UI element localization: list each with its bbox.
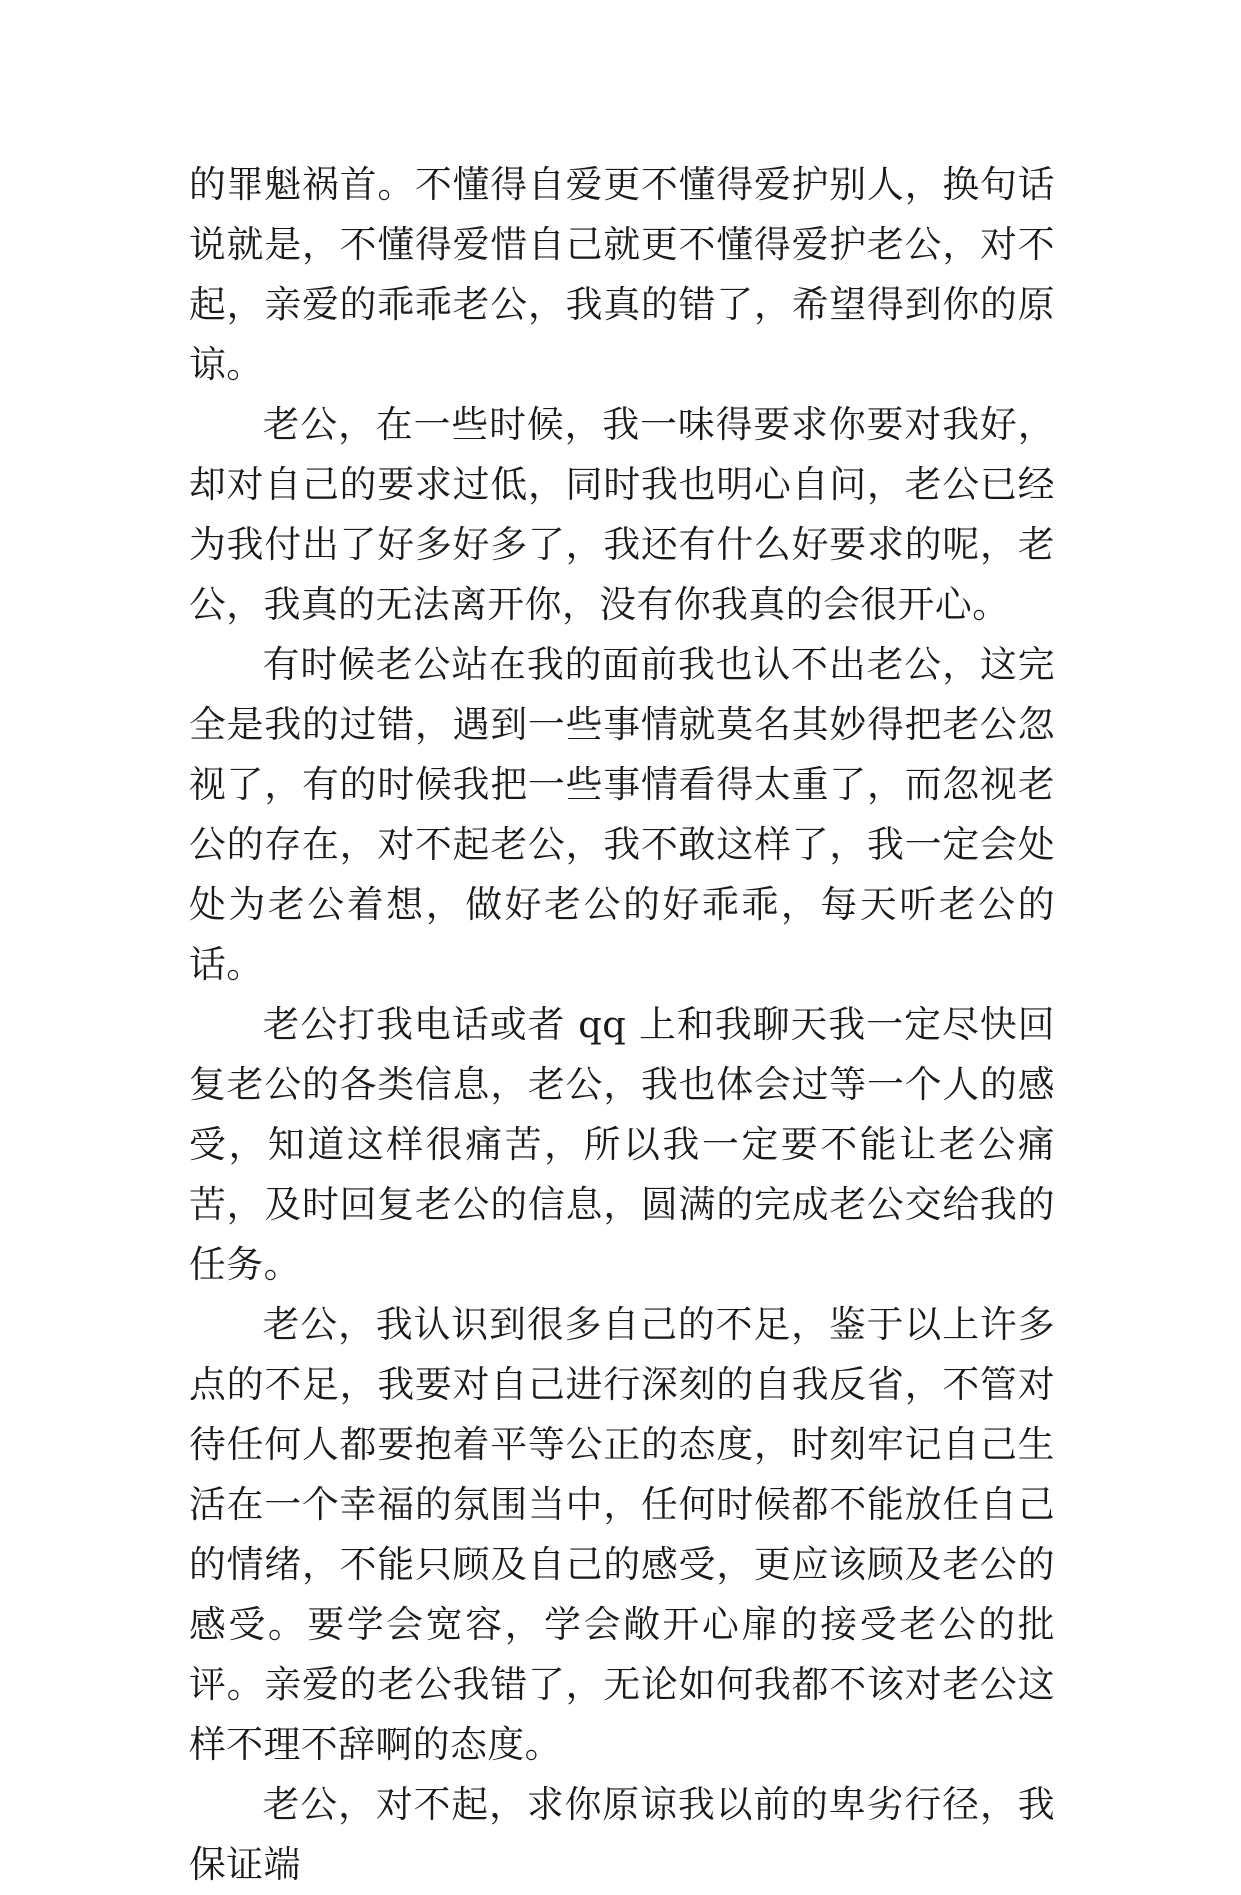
paragraph-1: 的罪魁祸首。不懂得自爱更不懂得爱护别人，换句话说就是，不懂得爱惜自己就更不懂得爱护老公，对不起，亲爱的乖乖老公，我真的错了，希望得到你的原谅。 (189, 163, 1055, 386)
paragraph-2: 老公，在一些时候，我一味得要求你要对我好，却对自己的要求过低，同时我也明心自问，老公已经为我付出了好多好多了，我还有什么好要求的呢，老公，我真的无法离开你，没有你我真的会很开心。 (189, 403, 1055, 626)
paragraph-4: 老公打我电话或者 qq 上和我聊天我一定尽快回复老公的各类信息，老公，我也体会过等一个人的感受，知道这样很痛苦，所以我一定要不能让老公痛苦，及时回复老公的信息，圆满的完成老公交给我的任务。 (189, 1003, 1055, 1286)
paragraph-3: 有时候老公站在我的面前我也认不出老公，这完全是我的过错，遇到一些事情就莫名其妙得把老公忽视了，有的时候我把一些事情看得太重了，而忽视老公的存在，对不起老公，我不敢这样了，我一定会处处为老公着想，做好老公的好乖乖，每天听老公的话。 (189, 643, 1055, 986)
paragraph-6: 老公，对不起，求你原谅我以前的卑劣行径，我保证端 (189, 1783, 1055, 1886)
document-body (189, 155, 1055, 1895)
paragraph-5: 老公，我认识到很多自己的不足，鉴于以上许多点的不足，我要对自己进行深刻的自我反省，不管对待任何人都要抱着平等公正的态度，时刻牢记自己生活在一个幸福的氛围当中，任何时候都不能放任自己的情绪，不能只顾及自己的感受，更应该顾及老公的感受。要学会宽容，学会敞开心扉的接受老公的批评。亲爱的老公我错了，无论如何我都不该对老公这样不理不辞啊的态度。 (189, 1303, 1055, 1766)
